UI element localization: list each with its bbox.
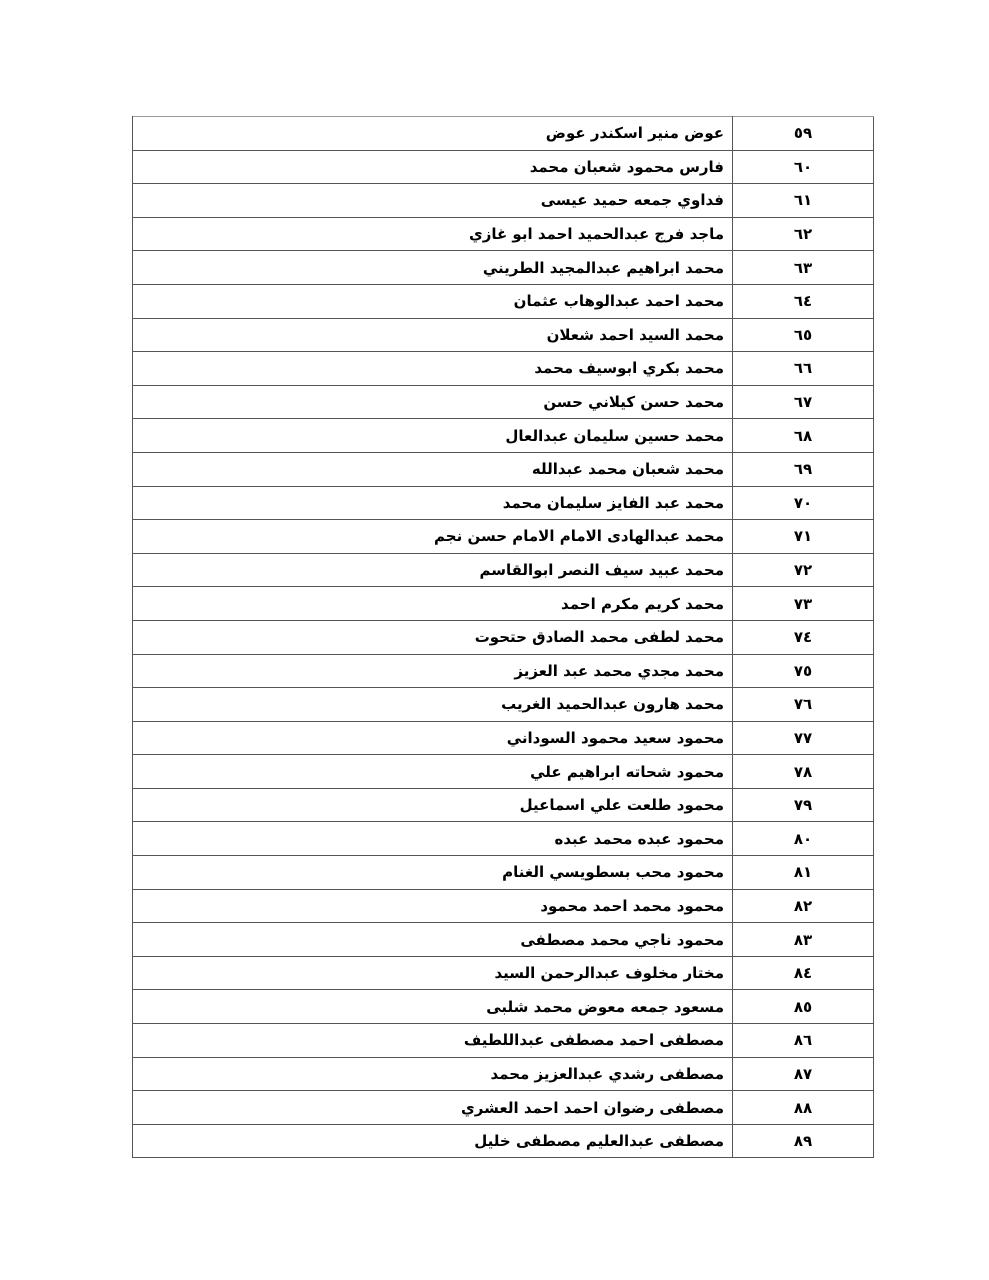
row-name: محمد هارون عبدالحميد الغريب xyxy=(133,688,733,722)
table-row xyxy=(133,620,874,654)
row-name: محمد عبيد سيف النصر ابوالقاسم xyxy=(133,553,733,587)
row-name: عوض منير اسكندر عوض xyxy=(133,117,733,151)
row-number: ٦١ xyxy=(733,184,874,218)
row-name: محمد حسن كيلاني حسن xyxy=(133,385,733,419)
row-number: ٦٨ xyxy=(733,419,874,453)
row-number: ٧٦ xyxy=(733,688,874,722)
row-number: ٦٥ xyxy=(733,318,874,352)
row-number: ٨٩ xyxy=(733,1124,874,1158)
row-number: ٧١ xyxy=(733,520,874,554)
row-name: محمد كريم مكرم احمد xyxy=(133,587,733,621)
row-number: ٨٣ xyxy=(733,923,874,957)
row-number: ٨٨ xyxy=(733,1091,874,1125)
table-row xyxy=(133,385,874,419)
row-name: محمد السيد احمد شعلان xyxy=(133,318,733,352)
table-row xyxy=(133,587,874,621)
table-row xyxy=(133,654,874,688)
table-row xyxy=(133,956,874,990)
row-name: مختار مخلوف عبدالرحمن السيد xyxy=(133,956,733,990)
table-row xyxy=(133,553,874,587)
row-name: محمد عبد الفايز سليمان محمد xyxy=(133,486,733,520)
row-number: ٨٦ xyxy=(733,1024,874,1058)
row-name: مصطفى رشدي عبدالعزيز محمد xyxy=(133,1057,733,1091)
row-name: فداوي جمعه حميد عيسى xyxy=(133,184,733,218)
table-row xyxy=(133,251,874,285)
table-row xyxy=(133,184,874,218)
row-number: ٦٦ xyxy=(733,352,874,386)
row-number: ٨١ xyxy=(733,856,874,890)
table-row xyxy=(133,990,874,1024)
row-number: ٨٤ xyxy=(733,956,874,990)
row-name: محمد شعبان محمد عبدالله xyxy=(133,452,733,486)
row-name: محمود عبده محمد عبده xyxy=(133,822,733,856)
table-row xyxy=(133,822,874,856)
table-row xyxy=(133,217,874,251)
row-name: محمد ابراهيم عبدالمجيد الطريني xyxy=(133,251,733,285)
table-row xyxy=(133,923,874,957)
row-name: محمود طلعت علي اسماعيل xyxy=(133,788,733,822)
table-row xyxy=(133,486,874,520)
row-name: محمود سعيد محمود السوداني xyxy=(133,721,733,755)
row-number: ٧٧ xyxy=(733,721,874,755)
row-number: ٨٥ xyxy=(733,990,874,1024)
row-number: ٧٤ xyxy=(733,620,874,654)
table-row xyxy=(133,284,874,318)
table-row xyxy=(133,856,874,890)
row-name: مصطفى رضوان احمد احمد العشري xyxy=(133,1091,733,1125)
table-row xyxy=(133,352,874,386)
row-number: ٧٨ xyxy=(733,755,874,789)
table-row xyxy=(133,1057,874,1091)
table-row xyxy=(133,520,874,554)
table-row xyxy=(133,889,874,923)
row-number: ٨٢ xyxy=(733,889,874,923)
table-row xyxy=(133,150,874,184)
row-number: ٦٣ xyxy=(733,251,874,285)
row-name: ماجد فرج عبدالحميد احمد ابو غازي xyxy=(133,217,733,251)
table-row xyxy=(133,788,874,822)
row-name: محمد لطفى محمد الصادق حتحوت xyxy=(133,620,733,654)
row-number: ٦٧ xyxy=(733,385,874,419)
row-number: ٧٩ xyxy=(733,788,874,822)
row-name: محمود شحاته ابراهيم علي xyxy=(133,755,733,789)
row-name: مسعود جمعه معوض محمد شلبى xyxy=(133,990,733,1024)
table-row xyxy=(133,419,874,453)
row-number: ٧٠ xyxy=(733,486,874,520)
names-table xyxy=(132,116,874,1158)
row-name: محمد بكري ابوسيف محمد xyxy=(133,352,733,386)
row-name: مصطفى عبدالعليم مصطفى خليل xyxy=(133,1124,733,1158)
row-name: محمد عبدالهادى الامام الامام حسن نجم xyxy=(133,520,733,554)
table-row xyxy=(133,1091,874,1125)
row-number: ٨٧ xyxy=(733,1057,874,1091)
table-row xyxy=(133,1024,874,1058)
table-row xyxy=(133,1124,874,1158)
row-name: محمود محمد احمد محمود xyxy=(133,889,733,923)
row-number: ٦٩ xyxy=(733,452,874,486)
table-row xyxy=(133,688,874,722)
row-number: ٦٢ xyxy=(733,217,874,251)
row-number: ٧٥ xyxy=(733,654,874,688)
row-name: محمود محب بسطويسي الغنام xyxy=(133,856,733,890)
row-name: فارس محمود شعبان محمد xyxy=(133,150,733,184)
row-name: محمد حسين سليمان عبدالعال xyxy=(133,419,733,453)
row-number: ٧٢ xyxy=(733,553,874,587)
row-number: ٧٣ xyxy=(733,587,874,621)
row-name: مصطفى احمد مصطفى عبداللطيف xyxy=(133,1024,733,1058)
row-number: ٥٩ xyxy=(733,117,874,151)
row-name: محمد احمد عبدالوهاب عثمان xyxy=(133,284,733,318)
row-number: ٦٠ xyxy=(733,150,874,184)
names-table-body xyxy=(133,117,874,1158)
table-row xyxy=(133,452,874,486)
row-number: ٨٠ xyxy=(733,822,874,856)
row-name: محمود ناجي محمد مصطفى xyxy=(133,923,733,957)
table-row xyxy=(133,721,874,755)
table-row xyxy=(133,117,874,151)
row-name: محمد مجدي محمد عبد العزيز xyxy=(133,654,733,688)
table-row xyxy=(133,755,874,789)
table-row xyxy=(133,318,874,352)
row-number: ٦٤ xyxy=(733,284,874,318)
